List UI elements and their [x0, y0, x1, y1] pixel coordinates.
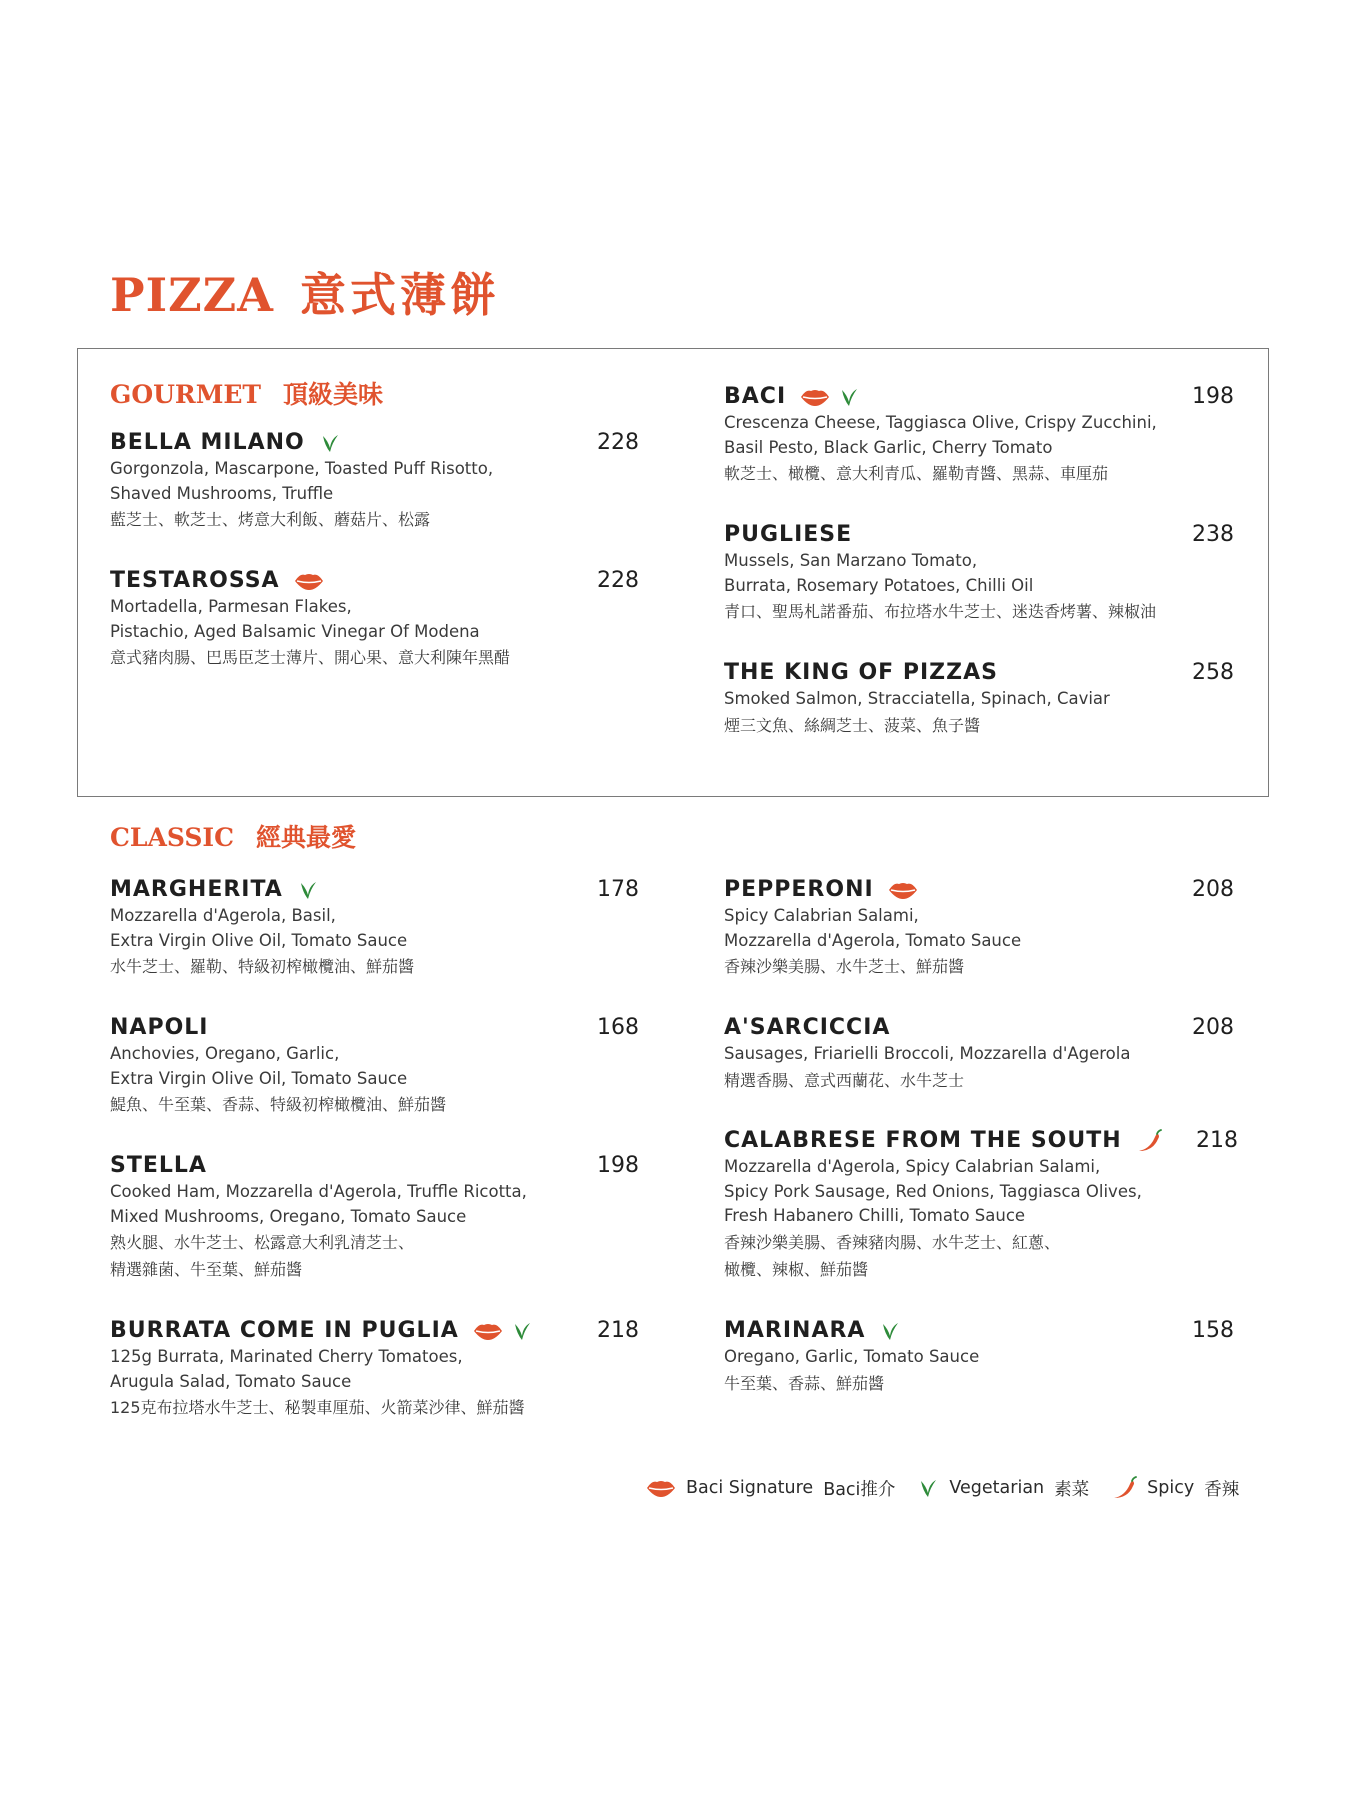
item-price: 218 — [1196, 1128, 1238, 1153]
item-desc-line: Anchovies, Oregano, Garlic, — [110, 1044, 340, 1063]
section-title-en: GOURMET — [110, 380, 262, 409]
menu-item-marinara — [724, 1318, 1234, 1397]
item-desc-line: Shaved Mushrooms, Truffle — [110, 483, 334, 503]
item-desc-line: Mortadella, Parmesan Flakes, — [110, 597, 352, 616]
item-desc-zh: 精選雜菌、牛至葉、鮮茄醬 — [110, 1260, 303, 1279]
lips-icon — [800, 387, 830, 407]
menu-item-baci — [724, 384, 1234, 487]
menu-item-napoli — [110, 1015, 639, 1118]
item-desc-line: Arugula Salad, Tomato Sauce — [110, 1371, 352, 1391]
item-name: PUGLIESE — [724, 522, 853, 547]
leaf-v-icon — [297, 879, 319, 901]
title-en: PIZZA — [110, 268, 274, 322]
lips-icon — [646, 1478, 676, 1498]
item-price: 228 — [597, 568, 639, 593]
title-zh: 意式薄餅 — [299, 268, 500, 322]
item-desc-zh: 軟芝士、橄欖、意大利青瓜、羅勒青醬、黑蒜、車厘茄 — [724, 464, 1109, 483]
item-desc-zh: 香辣沙樂美腸、水牛芝士、鮮茄醬 — [724, 957, 965, 976]
item-desc-line: Mussels, San Marzano Tomato, — [724, 551, 978, 570]
legend-vegetarian — [917, 1476, 1089, 1501]
item-price: 228 — [597, 430, 639, 455]
item-name: TESTAROSSA — [110, 568, 280, 593]
item-price: 198 — [1192, 384, 1234, 409]
item-name: BACI — [724, 384, 787, 409]
item-desc-zh: 125克布拉塔水牛芝士、秘製車厘茄、火箭菜沙律、鮮茄醬 — [110, 1398, 525, 1417]
item-desc-line: Oregano, Garlic, Tomato Sauce — [724, 1347, 980, 1366]
lips-icon — [294, 571, 324, 591]
item-name: THE KING OF PIZZAS — [724, 660, 998, 685]
legend-signature — [646, 1476, 895, 1501]
item-desc-line: Mixed Mushrooms, Oregano, Tomato Sauce — [110, 1206, 467, 1226]
legend-signature-zh: Baci推介 — [823, 1479, 896, 1500]
item-desc-line: Extra Virgin Olive Oil, Tomato Sauce — [110, 930, 408, 950]
item-name: A'SARCICCIA — [724, 1015, 891, 1040]
item-price: 168 — [597, 1015, 639, 1040]
item-name: CALABRESE FROM THE SOUTH — [724, 1128, 1122, 1153]
menu-item-stella — [110, 1153, 639, 1283]
section-title-zh: 經典最愛 — [256, 823, 357, 852]
section-title-gourmet — [110, 382, 383, 407]
menu-item-bella-milano — [110, 430, 639, 533]
menu-item-the-king-of-pizzas — [724, 660, 1234, 739]
menu-item-testarossa — [110, 568, 639, 671]
item-desc-line: Sausages, Friarielli Broccoli, Mozzarella d'Agerola — [724, 1044, 1131, 1063]
item-desc-line: Mozzarella d'Agerola, Tomato Sauce — [724, 930, 1022, 950]
item-desc-zh: 煙三文魚、絲綢芝士、菠菜、魚子醬 — [724, 715, 981, 735]
item-desc-zh: 藍芝士、軟芝士、烤意大利飯、蘑菇片、松露 — [110, 510, 431, 529]
legend-vegetarian-zh: 素菜 — [1054, 1479, 1090, 1500]
item-desc-zh: 意式豬肉腸、巴馬臣芝士薄片、開心果、意大利陳年黑醋 — [110, 648, 511, 667]
item-desc-line: 125g Burrata, Marinated Cherry Tomatoes, — [110, 1347, 463, 1366]
item-desc-line: Mozzarella d'Agerola, Spicy Calabrian Salami, — [724, 1157, 1101, 1176]
legend-spicy-zh: 香辣 — [1204, 1479, 1240, 1500]
item-desc-zh: 香辣沙樂美腸、香辣豬肉腸、水牛芝士、紅蔥、 — [724, 1232, 1061, 1252]
item-name: NAPOLI — [110, 1015, 209, 1040]
legend-spicy-en: Spicy — [1147, 1478, 1195, 1498]
menu-item-calabrese-from-the-south — [724, 1128, 1238, 1283]
chili-icon — [1136, 1129, 1162, 1153]
section-title-en: CLASSIC — [110, 823, 235, 852]
item-desc-line: Spicy Pork Sausage, Red Onions, Taggiasca Olives, — [724, 1181, 1142, 1201]
lips-icon — [888, 880, 918, 900]
menu-item-pepperoni — [724, 877, 1234, 980]
item-price: 258 — [1192, 660, 1234, 685]
item-name: STELLA — [110, 1153, 207, 1178]
item-name: BELLA MILANO — [110, 430, 305, 455]
item-desc-line: Crescenza Cheese, Taggiasca Olive, Crispy Zucchini, — [724, 413, 1157, 432]
menu-item-asarciccia — [724, 1015, 1234, 1094]
item-name: PEPPERONI — [724, 877, 874, 902]
item-desc-zh: 鯷魚、牛至葉、香蒜、特級初榨橄欖油、鮮茄醬 — [110, 1095, 447, 1114]
item-price: 178 — [597, 877, 639, 902]
item-desc-line: Extra Virgin Olive Oil, Tomato Sauce — [110, 1068, 408, 1088]
item-price: 238 — [1192, 522, 1234, 547]
item-desc-zh: 精選香腸、意式西蘭花、水牛芝士 — [724, 1070, 965, 1090]
leaf-v-icon — [838, 386, 860, 408]
item-desc-line: Smoked Salmon, Stracciatella, Spinach, Caviar — [724, 689, 1110, 708]
item-desc-line: Mozzarella d'Agerola, Basil, — [110, 906, 336, 925]
item-name: MARGHERITA — [110, 877, 283, 902]
item-name: MARINARA — [724, 1318, 866, 1343]
item-desc-line: Pistachio, Aged Balsamic Vinegar Of Modena — [110, 621, 480, 641]
legend — [646, 1473, 1239, 1503]
leaf-v-icon — [319, 432, 341, 454]
legend-spicy — [1111, 1476, 1239, 1501]
item-price: 158 — [1192, 1318, 1234, 1343]
section-title-classic — [110, 825, 356, 850]
item-name: BURRATA COME IN PUGLIA — [110, 1318, 459, 1343]
item-desc-zh: 熟火腿、水牛芝士、松露意大利乳清芝士、 — [110, 1233, 415, 1252]
chili-icon — [1111, 1476, 1137, 1500]
lips-icon — [473, 1321, 503, 1341]
item-desc-line: Gorgonzola, Mascarpone, Toasted Puff Risotto, — [110, 459, 494, 478]
item-desc-line: Spicy Calabrian Salami, — [724, 906, 919, 925]
leaf-v-icon — [917, 1477, 939, 1499]
item-desc-zh: 牛至葉、香蒜、鮮茄醬 — [724, 1373, 885, 1393]
item-desc-zh: 青口、聖馬札諾番茄、布拉塔水牛芝士、迷迭香烤薯、辣椒油 — [724, 602, 1157, 621]
item-desc-line: Basil Pesto, Black Garlic, Cherry Tomato — [724, 437, 1053, 457]
legend-vegetarian-en: Vegetarian — [949, 1478, 1045, 1498]
item-price: 208 — [1192, 877, 1234, 902]
menu-item-burrata-come-in-puglia — [110, 1318, 639, 1421]
item-desc-zh: 橄欖、辣椒、鮮茄醬 — [724, 1259, 869, 1279]
item-price: 198 — [597, 1153, 639, 1178]
leaf-v-icon — [511, 1320, 533, 1342]
item-desc-zh: 水牛芝士、羅勒、特級初榨橄欖油、鮮茄醬 — [110, 957, 415, 976]
item-price: 208 — [1192, 1015, 1234, 1040]
menu-item-margherita — [110, 877, 639, 980]
item-desc-line: Cooked Ham, Mozzarella d'Agerola, Truffle Ricotta, — [110, 1182, 527, 1201]
section-title-zh: 頂級美味 — [283, 380, 384, 409]
item-desc-line: Fresh Habanero Chilli, Tomato Sauce — [724, 1206, 1026, 1225]
page-title — [110, 268, 500, 322]
item-price: 218 — [597, 1318, 639, 1343]
menu-item-pugliese — [724, 522, 1234, 625]
item-desc-line: Burrata, Rosemary Potatoes, Chilli Oil — [724, 575, 1034, 595]
legend-signature-en: Baci Signature — [686, 1478, 814, 1498]
leaf-v-icon — [879, 1320, 901, 1342]
